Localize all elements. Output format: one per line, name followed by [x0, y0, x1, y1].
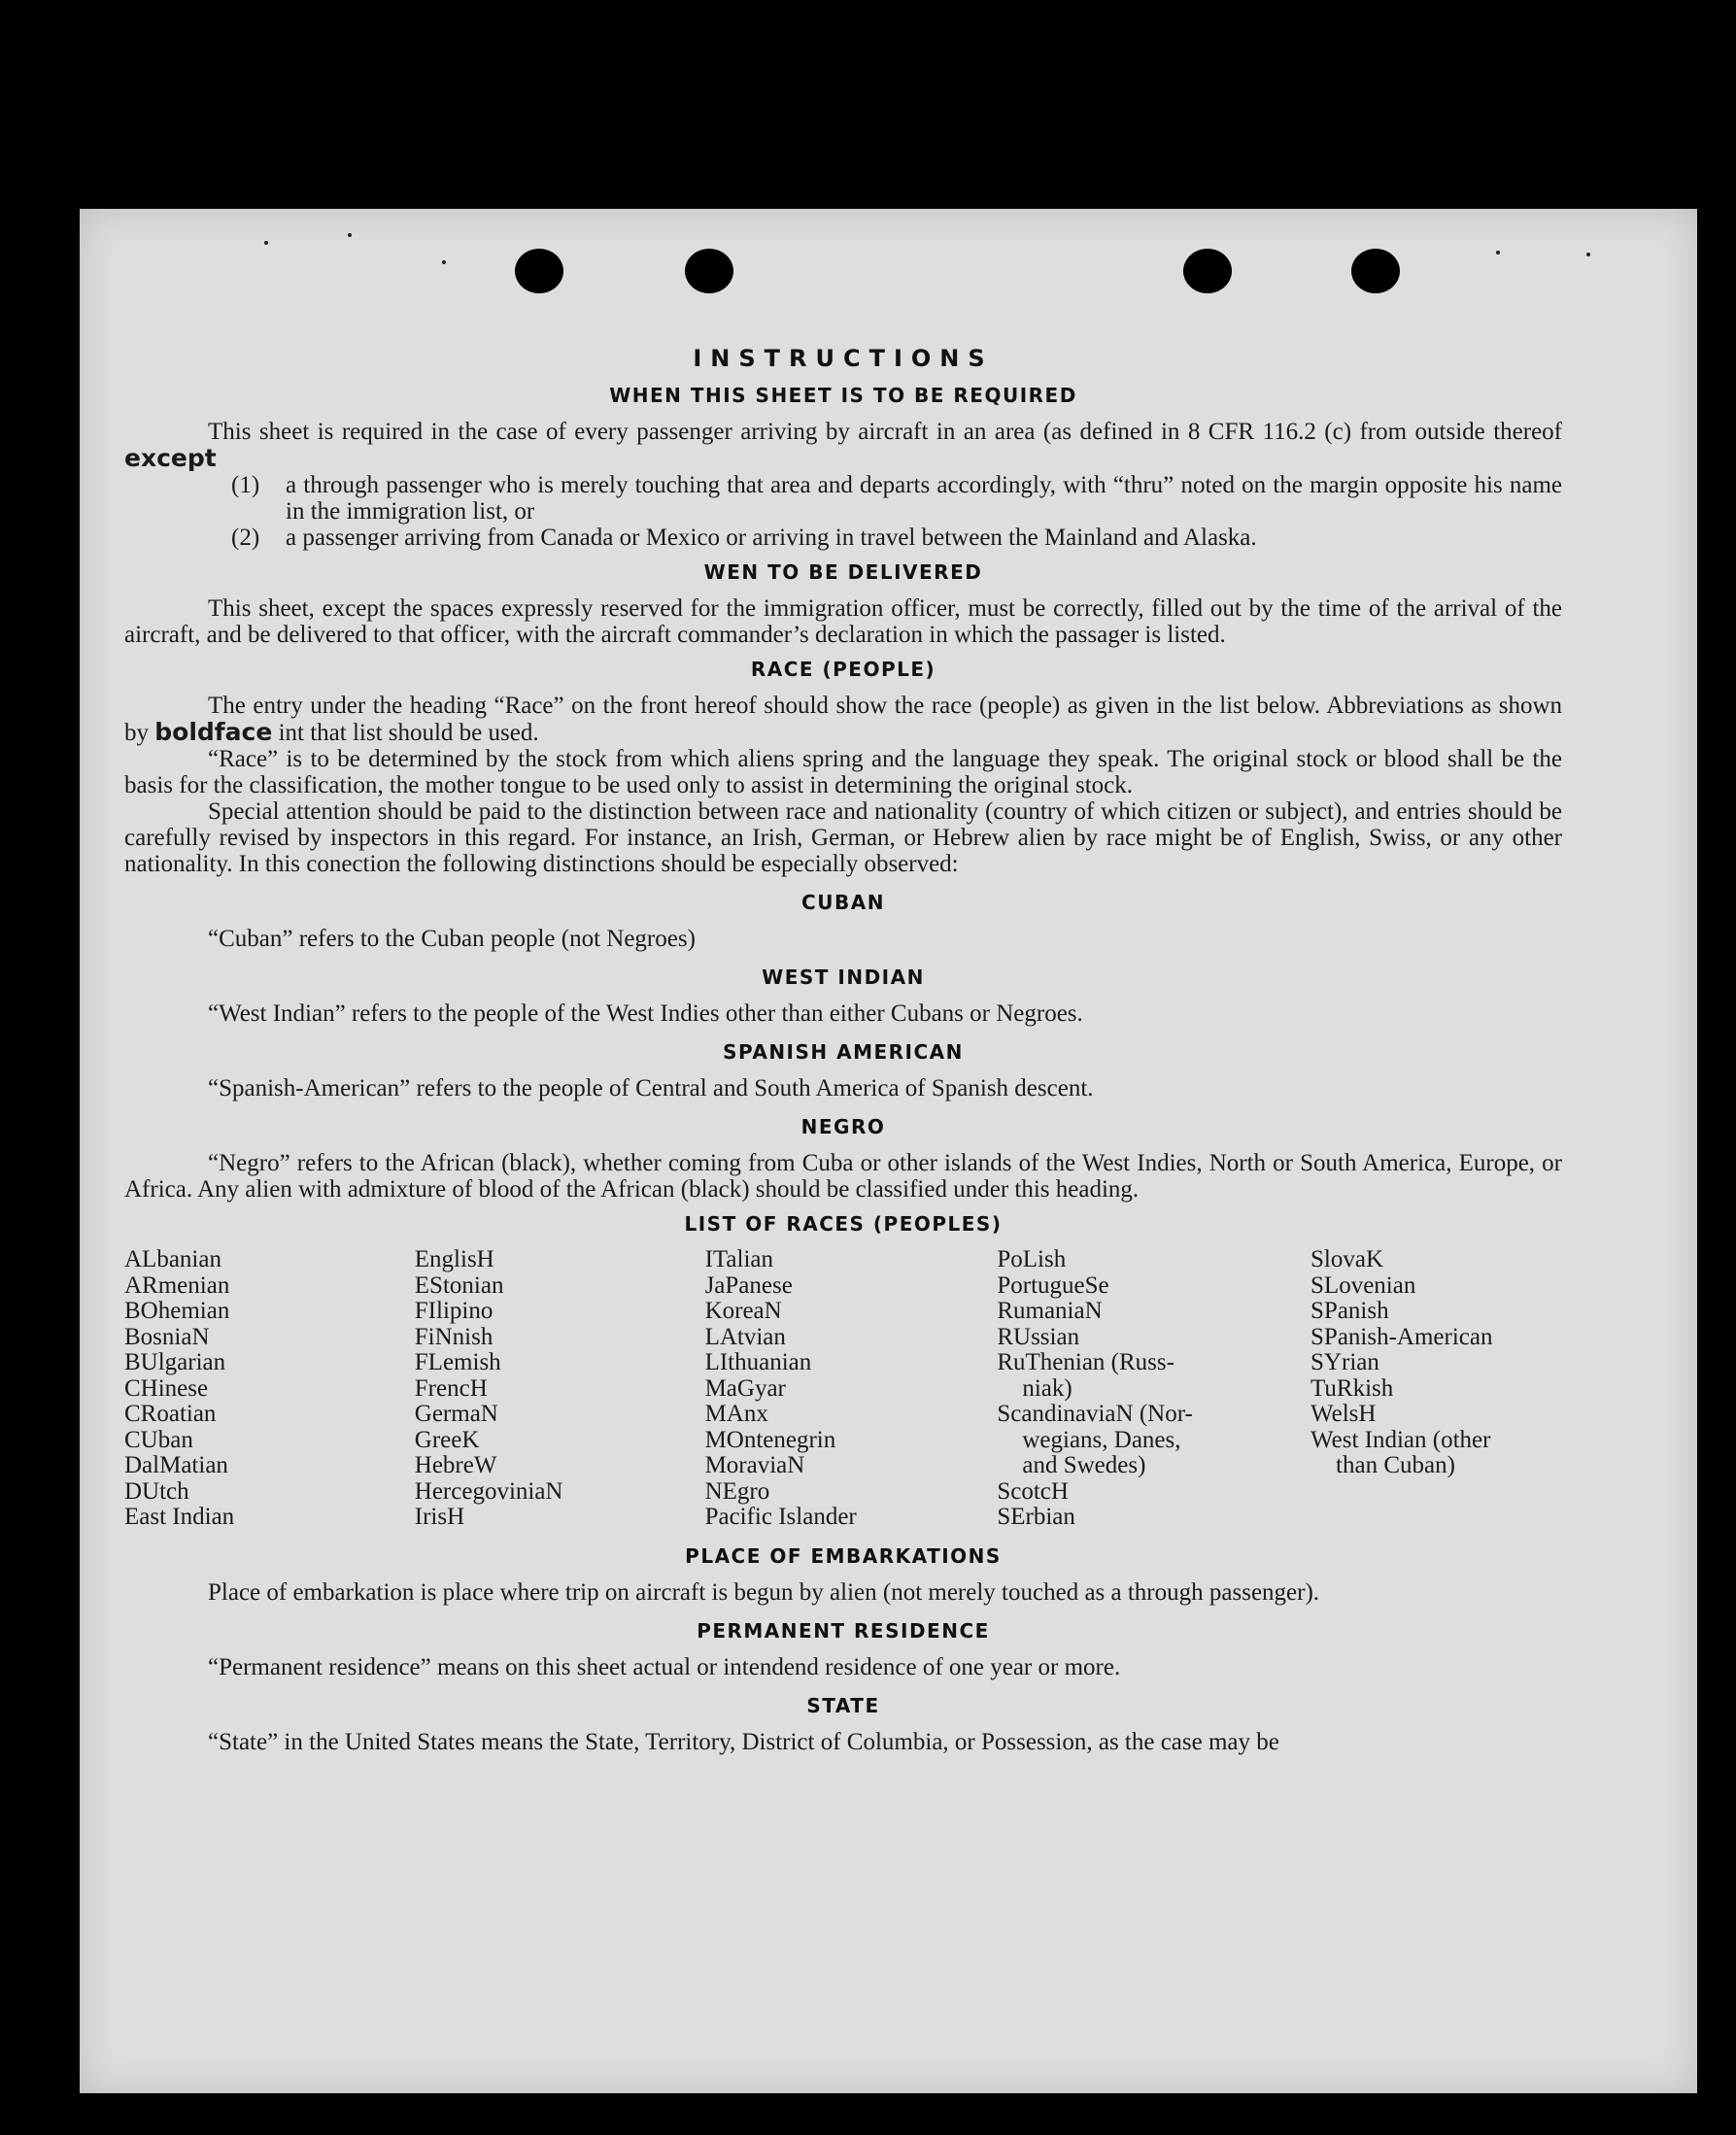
race-entry-continued: niak) [1022, 1374, 1072, 1402]
race-entry: MOntenegrin [704, 1426, 836, 1453]
race-entry: SErbian [997, 1504, 1075, 1530]
race-entry: SPanish-American [1311, 1323, 1493, 1350]
race-entry: KoreaN [704, 1298, 782, 1324]
race-entry-continued: wegians, Danes, [1022, 1426, 1181, 1453]
section-embarkation [124, 1544, 1562, 1606]
races-column [415, 1247, 705, 1531]
race-entry: LIthuanian [704, 1349, 812, 1375]
race-entry: CHinese [124, 1374, 209, 1402]
punch-hole [685, 249, 733, 293]
races-table [124, 1247, 1562, 1531]
section-paragraph: “West Indian” refers to the people of the West Indies other than either Cubans or Negroes. [208, 1000, 1083, 1027]
race-entry: SLovenian [1311, 1271, 1416, 1299]
race-entry: TuRkish [1311, 1374, 1394, 1402]
races-column [1311, 1247, 1562, 1531]
races-column [705, 1247, 998, 1531]
race-entry: HebreW [414, 1452, 497, 1478]
race-entry: FrencH [414, 1374, 488, 1402]
section-spanish-american [124, 1040, 1562, 1101]
race-entry: WelsH [1311, 1401, 1377, 1427]
section-negro [124, 1115, 1562, 1203]
section-heading: RACE (PEOPLE) [750, 658, 936, 681]
race-entry: NEgro [704, 1477, 770, 1505]
item-number: (1) [231, 472, 260, 498]
race-entry: FiNnish [414, 1323, 494, 1350]
paragraph-text: The entry under the heading “Race” on the front hereof should show the race (people) as given in the list below. Abbreviations as shown by [124, 693, 1562, 746]
section-paragraph: Place of embarkation is place where trip on aircraft is begun by alien (not merely touched as a through passenger). [208, 1578, 1320, 1606]
item-number: (2) [231, 525, 260, 551]
race-entry: ARmenian [124, 1271, 230, 1299]
list-item [124, 525, 1562, 551]
section-cuban [124, 891, 1562, 952]
section-heading: WEN TO BE DELIVERED [703, 560, 983, 584]
race-entry: GreeK [414, 1426, 480, 1453]
section-permanent-residence [124, 1619, 1562, 1680]
page-title: INSTRUCTIONS [693, 345, 994, 372]
section-heading: CUBAN [801, 891, 885, 914]
section-heading: STATE [806, 1693, 880, 1717]
race-entry: SYrian [1311, 1349, 1379, 1375]
race-entry: CRoatian [124, 1401, 217, 1427]
section-paragraph [124, 419, 1562, 472]
dust-speck [348, 233, 352, 237]
race-entry: ScandinaviaN (Nor- [997, 1401, 1193, 1427]
race-entry: GermaN [414, 1401, 498, 1427]
race-entry: PoLish [997, 1246, 1067, 1272]
races-column [124, 1247, 415, 1531]
item-text: a through passenger who is merely touching that area and departs accordingly, with “thru” noted on the margin opposite his name in the immigration list, or [286, 472, 1562, 525]
section-heading: PERMANENT RESIDENCE [697, 1618, 990, 1643]
section-paragraph: Special attention should be paid to the distinction between race and nationality (country of which citizen or subject), and entries should be carefully revised by inspectors in this regard. For instance, an Irish, German, or Hebrew alien by race might be of English, Swiss, or any other nationality. In this conection the following distinctions should be especially observed: [124, 798, 1562, 877]
race-entry: BosniaN [124, 1323, 210, 1350]
race-entry: RUssian [997, 1323, 1080, 1350]
dust-speck [1496, 251, 1500, 254]
race-entry: HercegoviniaN [414, 1477, 563, 1505]
race-entry: CUban [124, 1426, 193, 1453]
race-entry: BUlgarian [124, 1349, 226, 1375]
race-entry: Pacific Islander [704, 1504, 857, 1530]
paragraph-text: int that list should be used. [278, 720, 539, 746]
race-entry: ALbanian [124, 1246, 221, 1272]
list-item [124, 472, 1562, 525]
race-entry: IrisH [414, 1504, 465, 1530]
race-entry: PortugueSe [997, 1271, 1109, 1299]
punch-hole [1183, 249, 1232, 293]
section-heading: WEST INDIAN [762, 966, 925, 989]
punch-hole [515, 249, 563, 293]
race-entry: JaPanese [704, 1271, 793, 1299]
race-entry: MAnx [704, 1401, 768, 1427]
section-paragraph: “Permanent residence” means on this sheet actual or intendend residence of one year or more. [208, 1653, 1121, 1680]
race-entry: SPanish [1311, 1298, 1389, 1324]
section-paragraph: “State” in the United States means the State, Territory, District of Columbia, or Possession, as the case may be [208, 1728, 1279, 1755]
race-entry: RumaniaN [997, 1298, 1103, 1324]
race-entry: East Indian [124, 1504, 235, 1530]
section-heading: NEGRO [800, 1115, 886, 1138]
dust-speck [1586, 253, 1590, 256]
section-heading: PLACE OF EMBARKATIONS [685, 1543, 1002, 1568]
section-paragraph: “Race” is to be determined by the stock from which aliens spring and the language they speak. The original stock or blood shall be the basis for the classification, the mother tongue to be used only to assist in determining the original stock. [124, 746, 1562, 798]
dust-speck [264, 241, 268, 245]
instructions-content [124, 345, 1562, 1755]
section-heading: SPANISH AMERICAN [723, 1040, 964, 1064]
race-entry-continued: than Cuban) [1336, 1452, 1455, 1478]
section-paragraph: This sheet, except the spaces expressly reserved for the immigration officer, must be correctly, filled out by the time of the arrival of the aircraft, and be delivered to that officer, with the aircraft commander’s declaration in which the passager is listed. [124, 595, 1562, 648]
race-entry: SlovaK [1311, 1246, 1384, 1272]
race-entry: EStonian [414, 1271, 504, 1299]
race-entry: EnglisH [414, 1246, 494, 1272]
section-list-of-races [124, 1212, 1562, 1531]
race-entry: ScotcH [997, 1477, 1069, 1505]
section-state [124, 1694, 1562, 1755]
races-column [997, 1247, 1311, 1531]
section-race [124, 658, 1562, 877]
race-entry: LAtvian [704, 1323, 786, 1350]
section-paragraph: “Cuban” refers to the Cuban people (not Negroes) [208, 926, 696, 952]
item-text: a passenger arriving from Canada or Mexico or arriving in travel between the Mainland and Alaska. [286, 525, 1257, 551]
race-entry-continued: and Swedes) [1022, 1452, 1146, 1478]
paragraph-text: This sheet is required in the case of every passenger arriving by aircraft in an area (as defined in 8 CFR 116.2 (c) from outside thereof [208, 419, 1562, 445]
section-west-indian [124, 966, 1562, 1027]
race-entry: MoraviaN [704, 1452, 805, 1478]
race-entry: DalMatian [124, 1452, 228, 1478]
section-paragraph [124, 693, 1562, 746]
race-entry: FLemish [414, 1349, 501, 1375]
section-heading: LIST OF RACES (PEOPLES) [684, 1212, 1003, 1236]
race-entry: RuThenian (Russ- [997, 1349, 1174, 1375]
race-entry: BOhemian [124, 1298, 230, 1324]
section-heading: WHEN THIS SHEET IS TO BE REQUIRED [609, 384, 1077, 407]
section-paragraph: “Spanish-American” refers to the people of Central and South America of Spanish descent. [208, 1075, 1094, 1101]
punch-hole [1351, 249, 1400, 293]
dust-speck [442, 260, 446, 264]
section-delivered [124, 560, 1562, 648]
race-entry: ITalian [704, 1246, 773, 1272]
race-entry: DUtch [124, 1477, 189, 1505]
section-paragraph: “Negro” refers to the African (black), whether coming from Cuba or other islands of the West Indies, North or South America, Europe, or Africa. Any alien with admixture of blood of the African (black) should be classified under this heading. [124, 1150, 1562, 1203]
race-entry: FIlipino [414, 1298, 494, 1324]
race-entry: MaGyar [704, 1374, 786, 1402]
section-required [124, 384, 1562, 551]
bold-boldface: boldface [154, 718, 273, 746]
race-entry: West Indian (other [1311, 1426, 1491, 1453]
bold-except: except [124, 444, 217, 472]
